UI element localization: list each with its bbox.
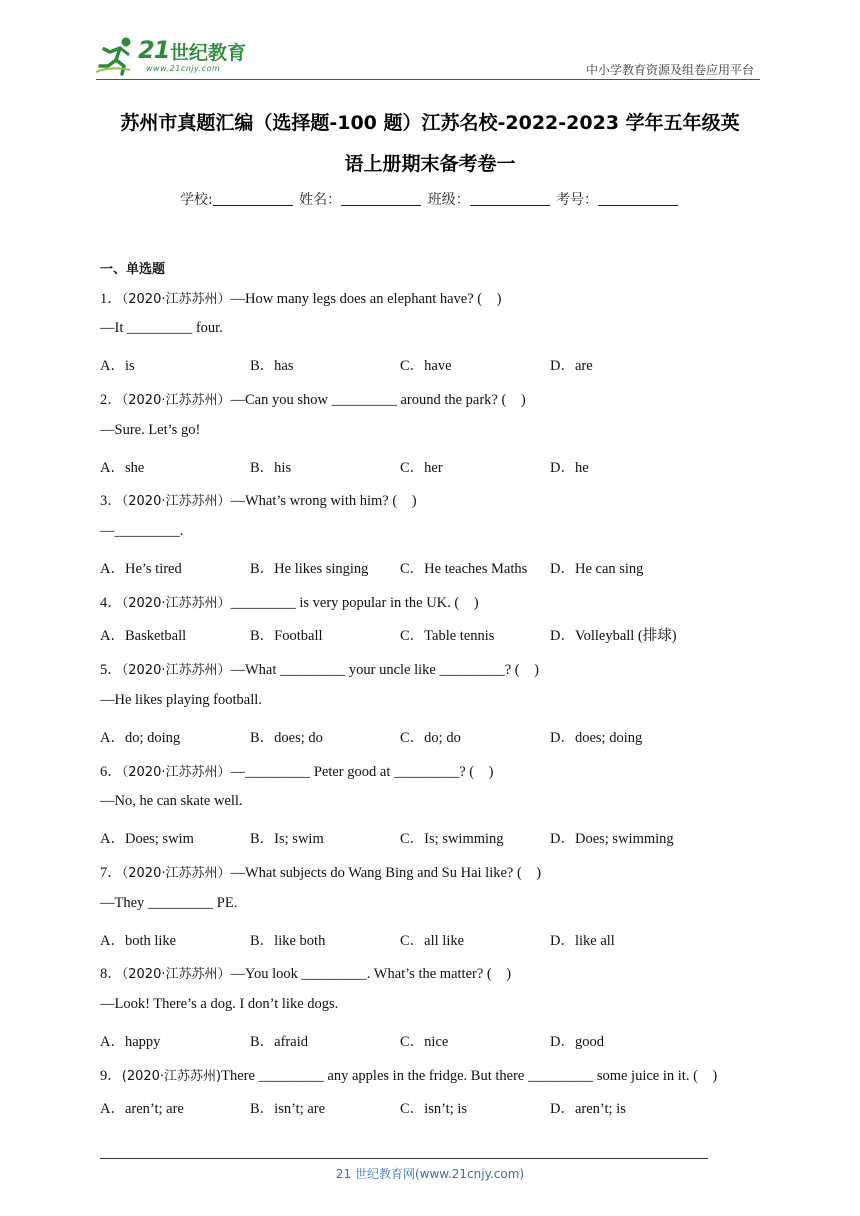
option-c[interactable]: C．Table tennis [400,628,495,644]
page-header [96,34,760,80]
option-b[interactable]: B．isn’t; are [250,1101,326,1117]
logo-number: 21 [138,36,170,64]
answer-line: —Sure. Let’s go! [100,422,201,438]
option-b[interactable]: B．like both [250,933,326,949]
option-c[interactable]: C．all like [400,933,465,949]
question-stem [100,760,493,781]
question-text: —What subjects do Wang Bing and Su Hai like? ( ) [230,865,542,881]
footer-divider [100,1158,708,1159]
option-c[interactable]: C．her [400,460,443,476]
doc-title-line1: 苏州市真题汇编（选择题-100 题）江苏名校-2022-2023 学年五年级英 [120,112,740,134]
option-c[interactable]: C．Is; swimming [400,831,504,847]
answer-line: —He likes playing football. [100,692,262,708]
option-b[interactable]: B．does; do [250,730,323,746]
option-c[interactable]: C．nice [400,1034,449,1050]
question-number: 2． [100,392,122,408]
question-number: 5． [100,662,122,678]
school-blank[interactable] [213,191,293,206]
option-a[interactable]: A．He’s tired [100,561,182,577]
option-b[interactable]: B．Is; swim [250,831,324,847]
question-stem [100,388,526,409]
logo [96,34,266,78]
option-c[interactable]: C．He teaches Maths [400,561,528,577]
exam-no-label: 考号： [556,192,599,208]
question-source: （2020·江苏苏州） [121,967,231,982]
question-source: （2020·江苏苏州） [121,596,231,611]
question-text: _________ is very popular in the UK. ( ) [230,595,479,611]
answer-line: —No, he can skate well. [100,793,243,809]
answer-line: —It _________ four. [100,320,223,336]
question-text: —What _________ your uncle like _________? ( ) [230,662,539,678]
question-number: 3． [100,493,122,509]
option-a[interactable]: A．do; doing [100,730,181,746]
question-text: —What’s wrong with him? ( ) [230,493,417,509]
question-number: 4． [100,595,122,611]
option-d[interactable]: D．Volleyball (排球) [550,628,677,644]
student-info [96,189,764,209]
question-text: —_________ Peter good at _________? ( ) [230,764,494,780]
name-label: 姓名： [299,192,342,208]
option-c[interactable]: C．do; do [400,730,461,746]
option-b[interactable]: B．Football [250,628,323,644]
answer-line: —They _________ PE. [100,895,238,911]
question-source: （2020·江苏苏州） [121,765,231,780]
option-a[interactable]: A．Basketball [100,628,187,644]
doc-title-line2: 语上册期末备考卷一 [344,153,516,175]
class-label: 班级： [427,192,470,208]
answer-line: —_________. [100,523,184,539]
option-b[interactable]: B．has [250,358,294,374]
question-number: 1． [100,291,122,307]
option-d[interactable]: D．He can sing [550,561,644,577]
logo-url: www.21cnjy.com [146,64,221,73]
question-stem [100,658,539,679]
class-blank[interactable] [470,191,550,206]
question-source: (2020·江苏苏州) [121,1069,222,1084]
question-number: 9． [100,1068,122,1084]
option-a[interactable]: A．aren’t; are [100,1101,184,1117]
question-stem [100,489,417,510]
question-stem [100,1064,717,1085]
option-b[interactable]: B．He likes singing [250,561,369,577]
option-b[interactable]: B．afraid [250,1034,308,1050]
option-d[interactable]: D．does; doing [550,730,643,746]
question-source: （2020·江苏苏州） [121,866,231,881]
option-a[interactable]: A．both like [100,933,177,949]
question-source: （2020·江苏苏州） [121,292,231,307]
platform-label: 中小学教育资源及组卷应用平台 [585,63,754,77]
question-source: （2020·江苏苏州） [121,494,231,509]
school-label: 学校: [179,192,213,208]
option-a[interactable]: A．happy [100,1034,161,1050]
question-text: —Can you show _________ around the park? ( ) [230,392,526,408]
option-a[interactable]: A．is [100,358,135,374]
option-a[interactable]: A．she [100,460,145,476]
option-c[interactable]: C．have [400,358,452,374]
question-source: （2020·江苏苏州） [121,663,231,678]
exam-no-blank[interactable] [598,191,678,206]
name-blank[interactable] [341,191,421,206]
question-stem [100,962,511,983]
footer: 21 世纪教育网(www.21cnjy.com) [335,1167,525,1181]
question-source: （2020·江苏苏州） [121,393,231,408]
question-text: —You look _________. What’s the matter? ( ) [230,966,512,982]
option-d[interactable]: D．are [550,358,593,374]
logo-text: 世纪教育 [170,42,247,64]
question-number: 6． [100,764,122,780]
option-c[interactable]: C．isn’t; is [400,1101,468,1117]
option-a[interactable]: A．Does; swim [100,831,194,847]
option-d[interactable]: D．good [550,1034,604,1050]
section-title: 一、单选题 [100,262,166,277]
question-number: 8． [100,966,122,982]
option-b[interactable]: B．his [250,460,292,476]
question-number: 7． [100,865,122,881]
question-stem [100,591,479,612]
option-d[interactable]: D．Does; swimming [550,831,674,847]
answer-line: —Look! There’s a dog. I don’t like dogs. [100,996,339,1012]
question-text: There _________ any apples in the fridge. But there _________ some juice in it. ( ) [221,1068,718,1084]
header-divider [96,79,760,80]
question-stem [100,287,501,308]
option-d[interactable]: D．he [550,460,589,476]
runner-logo-icon [96,36,138,76]
option-d[interactable]: D．like all [550,933,615,949]
question-text: —How many legs does an elephant have? ( ) [230,291,502,307]
option-d[interactable]: D．aren’t; is [550,1101,626,1117]
question-stem [100,861,541,882]
